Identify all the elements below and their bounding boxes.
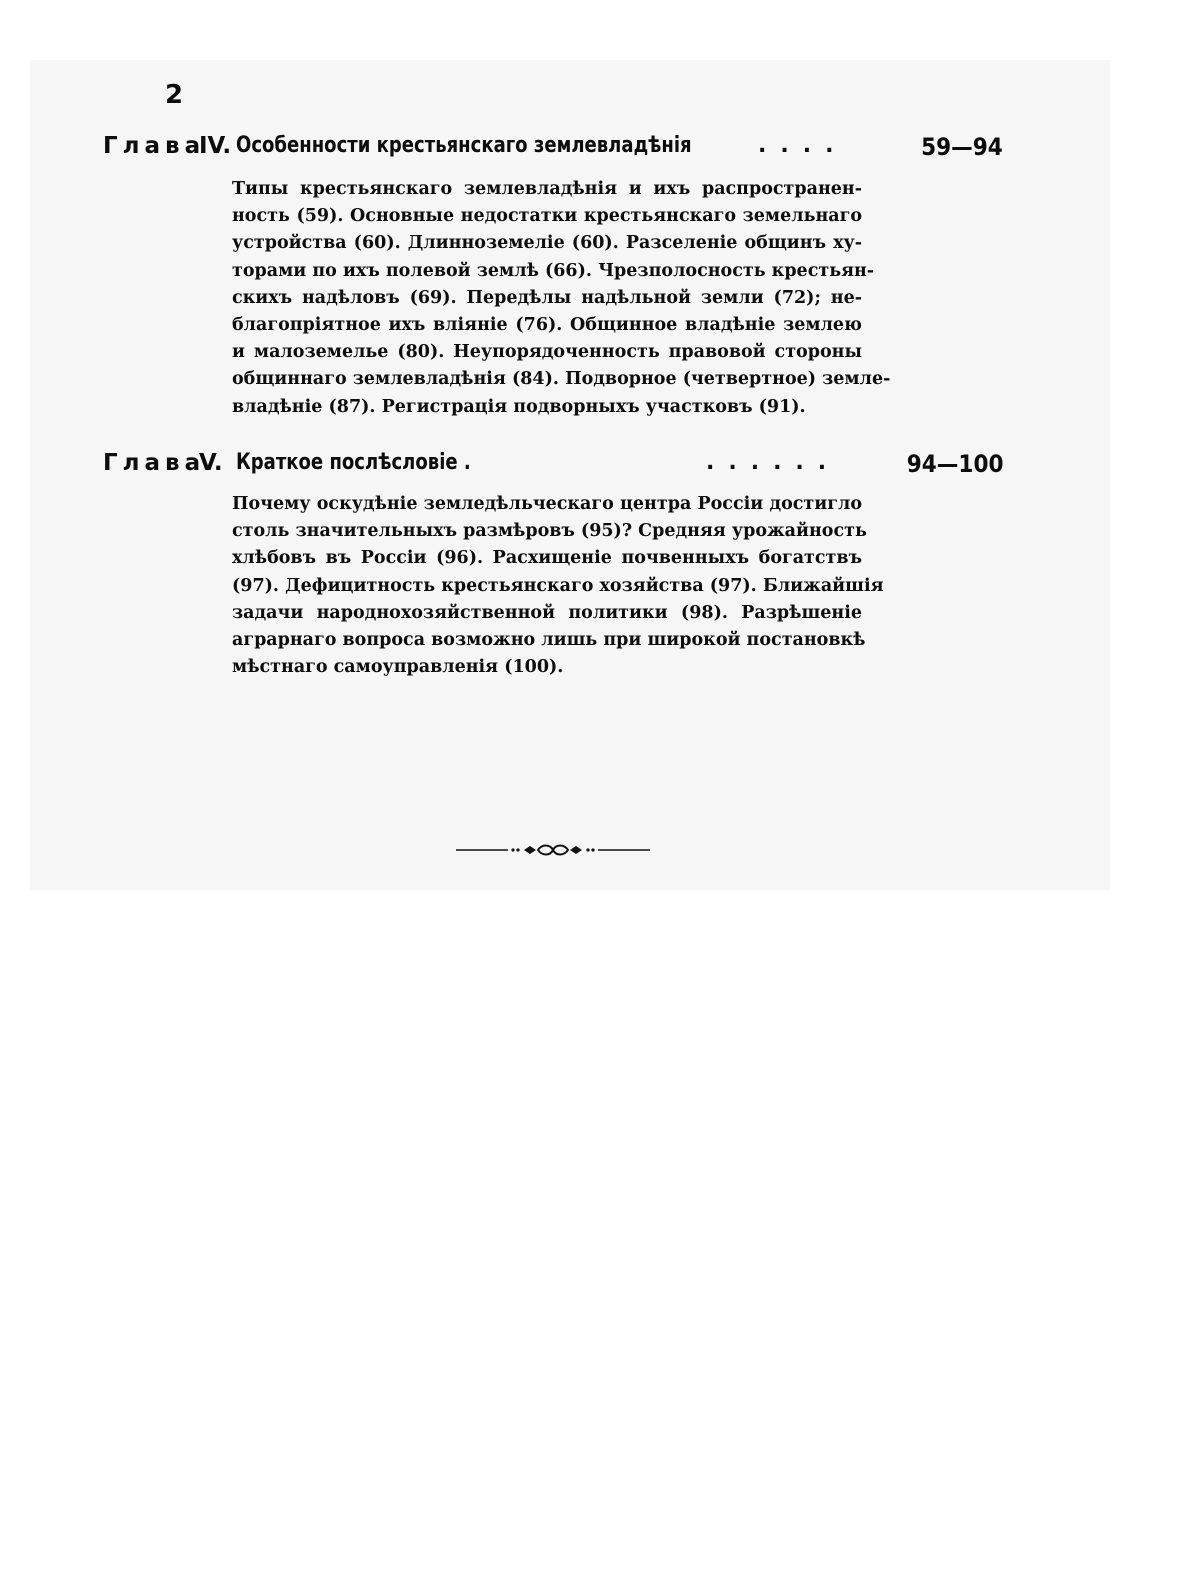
page-number: 2 [165, 80, 184, 110]
chapter-label: Глава [103, 133, 206, 159]
dot-leader: ...... [706, 450, 841, 475]
chapter-title: Краткое послѣсловіе . [236, 450, 471, 475]
summary-line: ность (59). Основные недостатки крестьянскаго земельнаго [232, 206, 862, 227]
summary-line: владѣніе (87). Регистрація подворныхъ участковъ (91). [232, 396, 806, 417]
chapter-number: IV. [199, 133, 232, 159]
summary-line: скихъ надѣловъ (69). Передѣлы надѣльной земли (72); не- [232, 287, 862, 308]
summary-line: и малоземелье (80). Неупорядоченность правовой стороны [232, 342, 862, 363]
summary-line: благопріятное ихъ вліяніе (76). Общинное владѣніе землею [232, 315, 862, 336]
chapter-heading [103, 133, 1003, 169]
dot-leader: .... [758, 133, 848, 158]
summary-line: столь значительныхъ размѣровъ (95)? Средняя урожайность [232, 521, 867, 542]
chapter-label: Глава [103, 450, 206, 476]
summary-line: хлѣбовъ въ Россіи (96). Расхищеніе почвенныхъ богатствъ [232, 548, 862, 569]
summary-line: устройства (60). Длинноземеліе (60). Разселеніе общинъ ху- [232, 233, 862, 254]
ornament-divider-icon [456, 840, 650, 860]
summary-line: задачи народнохозяйственной политики (98). Разрѣшеніе [232, 602, 862, 623]
chapter-number: V. [199, 450, 223, 476]
summary-line: торами по ихъ полевой землѣ (66). Чрезполосность крестьян- [232, 260, 875, 281]
summary-line: Почему оскудѣніе земледѣльческаго центра Россіи достигло [232, 494, 862, 514]
chapter-heading [103, 450, 1003, 486]
chapter-title: Особенности крестьянскаго землевладѣнія [236, 133, 692, 158]
summary-line: (97). Дефицитность крестьянскаго хозяйства (97). Ближайшія [232, 575, 884, 596]
chapter-page-range: 94—100 [906, 450, 1003, 478]
summary-line: Типы крестьянскаго землевладѣнія и ихъ распространен- [232, 179, 862, 199]
summary-line: аграрнаго вопроса возможно лишь при широкой постановкѣ [232, 630, 866, 651]
chapter-page-range: 59—94 [921, 133, 1003, 161]
chapter-summary [232, 176, 891, 421]
summary-line: мѣстнаго самоуправленія (100). [232, 657, 564, 678]
chapter-summary [232, 491, 884, 681]
summary-line: общиннаго землевладѣнія (84). Подворное (четвертное) земле- [232, 369, 891, 390]
